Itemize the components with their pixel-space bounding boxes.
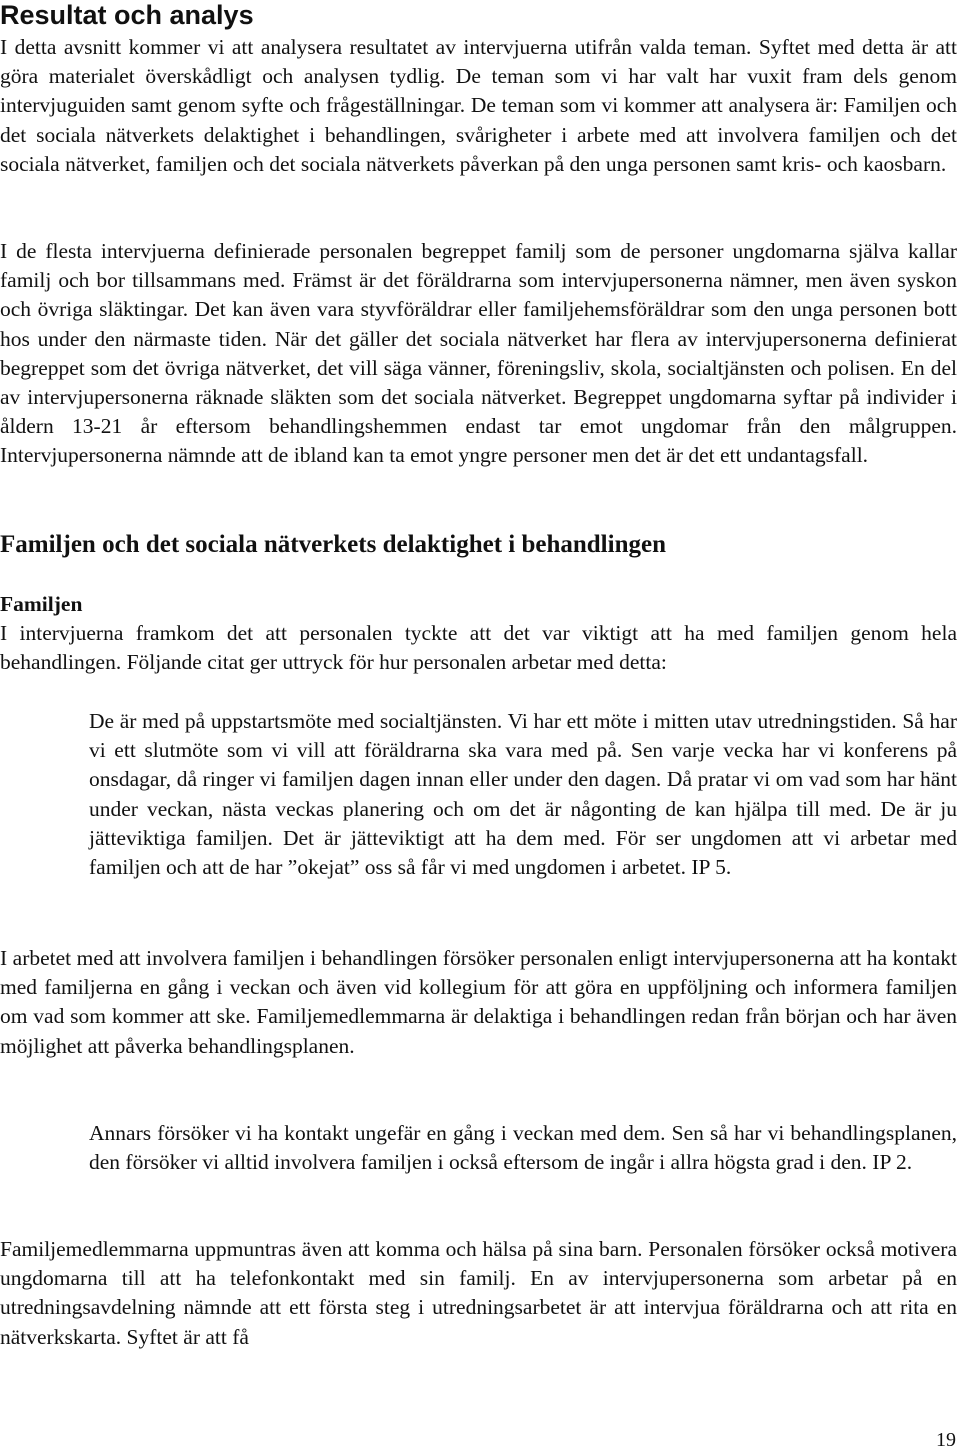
page-number: 19 [936,1429,956,1451]
section-title: Resultat och analys [0,0,254,30]
section-heading: Familjen och det sociala nätverkets delaktighet i behandlingen [0,531,666,558]
subsection-heading: Familjen [0,592,83,616]
intro-paragraph-2: I de flesta intervjuerna definierade personalen begreppet familj som de personer ungdomarna själva kallar familj och bor tillsammans med. Främst är det föräldrarna som intervjupersonerna nämner, men även syskon och övriga släktingar. Det kan även vara styvföräldrar eller familjehemsföräldrar som den unga personen bott hos under den närmaste tiden. När det gäller det sociala nätverket har flera av intervjupersonerna definierat begreppet som det övriga nätverket, det vill säga vänner, föreningsliv, skola, socialtjänsten och polisen. En del av intervjupersonerna räknade släkten som det sociala nätverket. Begreppet ungdomarna syftar på individer i åldern 13-21 år eftersom behandlingshemmen endast tar emot ungdomar från den målgruppen. Intervjupersonerna nämnde att de ibland kan ta emot yngre personer men det är det ett undantagsfall. [0,239,957,468]
body-paragraph-1: I intervjuerna framkom det att personalen tyckte att det var viktigt att ha med familjen genom hela behandlingen. Följande citat ger uttryck för hur personalen arbetar med detta: [0,621,957,675]
intro-paragraph-1: I detta avsnitt kommer vi att analysera resultatet av intervjuerna utifrån valda teman. Syftet med detta är att göra materialet överskådligt och analysen tydlig. De teman som vi har valt har vuxit fram dels genom intervjuguiden samt genom syfte och frågeställningar. De teman som vi kommer att analysera är: Familjen och det sociala nätverkets delaktighet i behandlingen, svårigheter i arbete med att involvera familjen och det sociala nätverket, familjen och det sociala nätverkets påverkan på den unga personen samt kris- och kaosbarn. [0,35,957,176]
block-quote-1: De är med på uppstartsmöte med socialtjänsten. Vi har ett möte i mitten utav utredningstiden. Så har vi ett slutmöte som vi vill att föräldrarna ska vara med på. Sen varje vecka har vi konferens på onsdagar, då ringer vi familjen dagen innan eller under den dagen. Då pratar vi om vad som har hänt under veckan, nästa veckas planering och om det är någonting de kan hjälpa till med. De är ju jätteviktiga familjen. Det är jätteviktigt att ha dem med. För ser ungdomen att vi arbetar med familjen och att de har ”okejat” oss så får vi med ungdomen i arbetet. IP 5. [89,709,957,880]
body-paragraph-3: Familjemedlemmarna uppmuntras även att komma och hälsa på sina barn. Personalen försöker också motivera ungdomarna till att ha telefonkontakt med sin familj. En av intervjupersonerna som arbetar på en utredningsavdelning nämnde att ett första steg i utredningsarbetet är att intervjua föräldrarna och att rita en nätverkskarta. Syftet är att få [0,1237,957,1349]
body-paragraph-2: I arbetet med att involvera familjen i behandlingen försöker personalen enligt intervjupersonerna att ha kontakt med familjerna en gång i veckan och även vid kollegium för att göra en uppföljning och informera familjen om vad som kommer att ske. Familjemedlemmarna är delaktiga i behandlingen redan från början och har även möjlighet att påverka behandlingsplanen. [0,946,957,1058]
block-quote-2: Annars försöker vi ha kontakt ungefär en gång i veckan med dem. Sen så har vi behandlingsplanen, den försöker vi alltid involvera familjen i också eftersom de ingår i allra högsta grad i den. IP 2. [89,1121,957,1175]
